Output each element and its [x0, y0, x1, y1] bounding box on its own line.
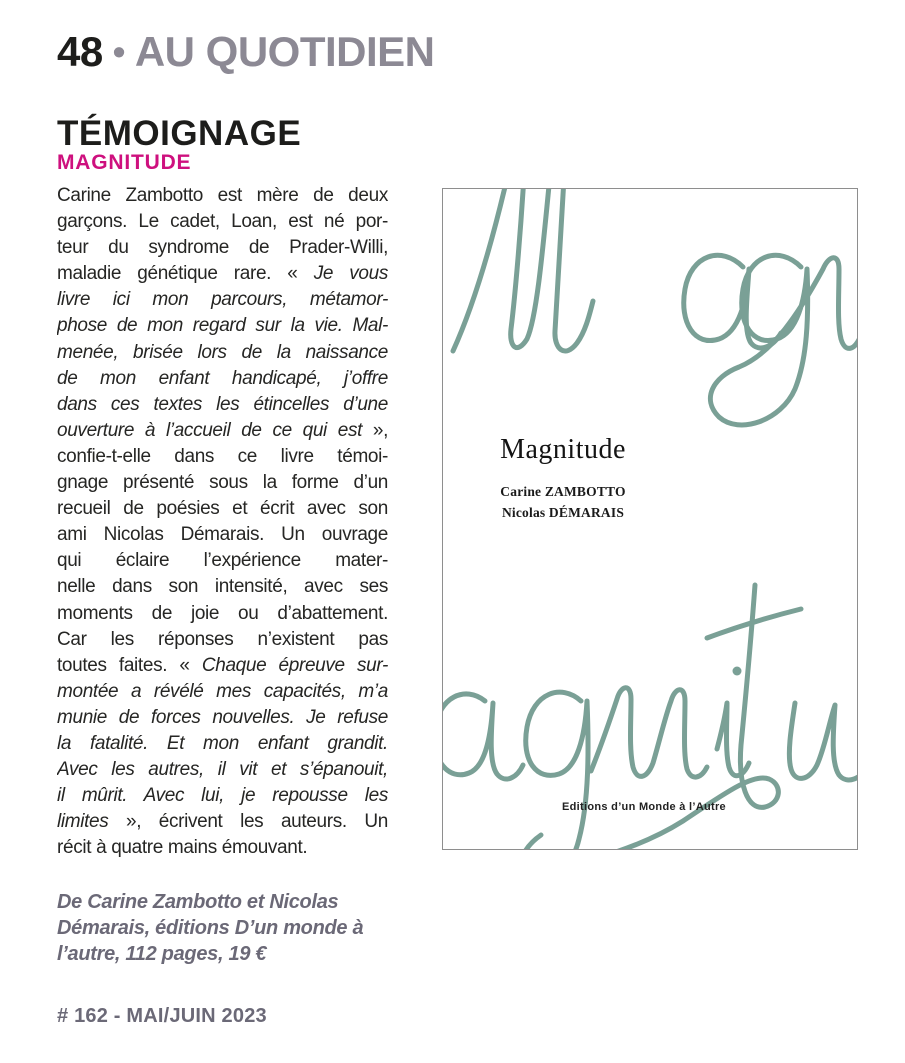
section-title: AU QUOTIDIEN	[134, 28, 435, 75]
article-body	[57, 183, 388, 861]
cover-authors	[443, 482, 683, 523]
body-line: montée a révélé mes capacités, m’a	[57, 680, 388, 702]
body-line: ami Nicolas Démarais. Un ouvrage	[57, 524, 388, 546]
body-line: Car les réponses n’existent pas	[57, 628, 388, 650]
page-number: 48	[57, 28, 103, 75]
cover-title: Magnitude	[500, 434, 626, 465]
cover-publisher: Editions d’un Monde à l’Autre	[562, 801, 726, 813]
body-line: récit à quatre mains émouvant.	[57, 837, 308, 859]
body-line: la fatalité. Et mon enfant grandit.	[57, 732, 388, 754]
article-kicker: TÉMOIGNAGE	[57, 114, 302, 153]
credit-line: l’autre, 112 pages, 19 €	[57, 943, 267, 965]
body-line: recueil de poésies et écrit avec son	[57, 498, 388, 520]
page-header	[57, 28, 435, 76]
cover-author: Carine ZAMBOTTO	[500, 484, 626, 499]
credit-line: Démarais, éditions D’un monde à	[57, 917, 364, 939]
body-line: dans ces textes les étincelles d’une	[57, 393, 388, 415]
body-line: il mûrit. Avec lui, je repousse les	[57, 785, 388, 807]
body-line: garçons. Le cadet, Loan, est né por-	[57, 211, 388, 233]
article-credit	[57, 889, 417, 967]
body-line: teur du syndrome de Prader-Willi,	[57, 237, 388, 259]
body-line: maladie génétique rare. « Je vous	[57, 263, 388, 285]
body-line: Carine Zambotto est mère de deux	[57, 185, 388, 206]
cover-title-block	[443, 434, 683, 523]
header-bullet-icon: •	[112, 31, 125, 72]
body-line: limites », écrivent les auteurs. Un	[57, 811, 388, 833]
book-cover	[442, 188, 858, 850]
body-line: qui éclaire l’expérience mater-	[57, 550, 388, 572]
body-line: confie-t-elle dans ce livre témoi-	[57, 445, 388, 467]
body-line: gnage présenté sous la forme d’un	[57, 472, 388, 494]
body-line: de mon enfant handicapé, j’offre	[57, 367, 388, 389]
body-line: ouverture à l’accueil de ce qui est »,	[57, 419, 388, 441]
issue-footer: # 162 - MAI/JUIN 2023	[57, 1005, 267, 1027]
body-line: menée, brisée lors de la naissance	[57, 341, 388, 363]
body-line: livre ici mon parcours, métamor-	[57, 289, 388, 311]
cover-author: Nicolas DÉMARAIS	[501, 504, 625, 520]
body-line: Avec les autres, il vit et s’épanouit,	[57, 759, 388, 781]
body-line: nelle dans son intensité, avec ses	[57, 576, 388, 598]
body-line: moments de joie ou d’abattement.	[57, 602, 388, 624]
body-line: toutes faites. « Chaque épreuve sur-	[57, 654, 388, 676]
credit-line: De Carine Zambotto et Nicolas	[57, 891, 339, 913]
article-subtitle: MAGNITUDE	[57, 151, 192, 174]
body-line: phose de mon regard sur la vie. Mal-	[57, 315, 388, 337]
body-line: munie de forces nouvelles. Je refuse	[57, 706, 388, 728]
